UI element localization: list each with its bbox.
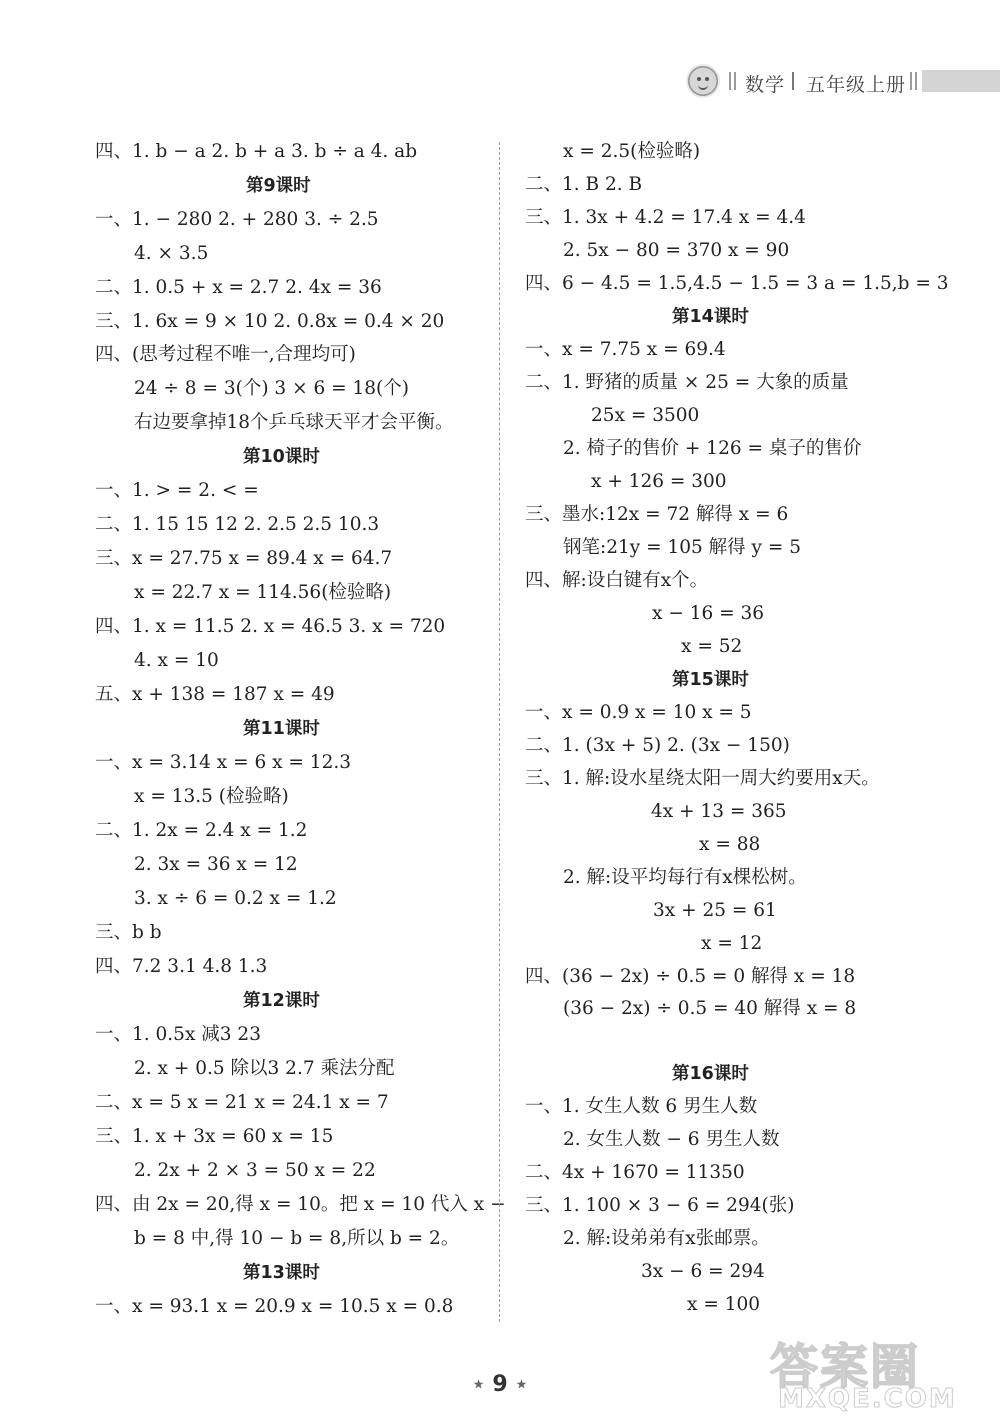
lesson-heading: 第9课时	[246, 176, 311, 196]
lesson-heading: 第10课时	[243, 447, 320, 467]
star-icon: ★	[515, 1377, 528, 1393]
answer-line: 一、x = 93.1 x = 20.9 x = 10.5 x = 0.8	[95, 1296, 454, 1317]
answer-line: x − 16 = 36	[652, 603, 765, 624]
answer-line: 四、7.2 3.1 4.8 1.3	[95, 956, 268, 977]
answer-line: 四、1. b − a 2. b + a 3. b ÷ a 4. ab	[95, 141, 418, 162]
answer-line: 三、1. x + 3x = 60 x = 15	[95, 1126, 334, 1147]
lesson-heading: 第15课时	[672, 670, 749, 690]
answer-line: 三、1. 6x = 9 × 10 2. 0.8x = 0.4 × 20	[95, 311, 445, 332]
answer-line: 一、1. 0.5x 减3 23	[95, 1024, 261, 1045]
answer-line: 二、1. 15 15 12 2. 2.5 2.5 10.3	[95, 514, 380, 535]
answer-line: x = 52	[681, 636, 743, 657]
answer-line: 一、1. − 280 2. + 280 3. ÷ 2.5	[95, 209, 379, 230]
answer-line: 4. × 3.5	[134, 243, 209, 264]
answer-line: b = 8 中,得 10 − b = 8,所以 b = 2。	[134, 1228, 460, 1249]
answer-line: 2. 椅子的售价 + 126 = 桌子的售价	[563, 438, 862, 459]
answer-line: 2. 解:设弟弟有x张邮票。	[563, 1228, 770, 1249]
answer-line: 一、1. > = 2. < =	[95, 480, 259, 501]
answer-line: 一、1. 女生人数 6 男生人数	[525, 1096, 758, 1117]
lesson-heading: 第12课时	[243, 991, 320, 1011]
answer-line: 二、1. 野猪的质量 × 25 = 大象的质量	[525, 372, 849, 393]
answer-line: 钢笔:21y = 105 解得 y = 5	[563, 537, 802, 558]
answer-line: 二、4x + 1670 = 11350	[525, 1162, 745, 1183]
answer-line: x = 22.7 x = 114.56(检验略)	[134, 582, 392, 603]
answer-line: x + 126 = 300	[591, 471, 727, 492]
answer-line: 2. 女生人数 − 6 男生人数	[563, 1129, 780, 1150]
answer-line: 右边要拿掉18个乒乓球天平才会平衡。	[134, 412, 454, 433]
answer-line: 3x + 25 = 61	[653, 900, 777, 921]
answer-line: x = 2.5(检验略)	[563, 141, 701, 162]
answer-line: 2. x + 0.5 除以3 2.7 乘法分配	[134, 1058, 395, 1079]
answer-line: 24 ÷ 8 = 3(个) 3 × 6 = 18(个)	[134, 378, 409, 399]
answer-line: 2. 3x = 36 x = 12	[134, 854, 298, 875]
header-bars-icon	[910, 72, 918, 90]
watermark-url: MXQE.COM	[778, 1384, 957, 1414]
lesson-heading: 第13课时	[243, 1263, 320, 1283]
star-icon: ★	[472, 1377, 485, 1393]
sun-logo-icon	[686, 64, 720, 98]
answer-line: 三、x = 27.75 x = 89.4 x = 64.7	[95, 548, 393, 569]
answer-line: 2. 5x − 80 = 370 x = 90	[563, 240, 790, 261]
answer-line: x = 100	[687, 1294, 761, 1315]
lesson-heading: 第14课时	[672, 307, 749, 327]
answer-line: (36 − 2x) ÷ 0.5 = 40 解得 x = 8	[563, 998, 857, 1019]
lesson-heading: 第16课时	[672, 1064, 749, 1084]
answer-line: 三、1. 解:设水星绕太阳一周大约要用x天。	[525, 768, 880, 789]
answer-line: 三、1. 100 × 3 − 6 = 294(张)	[525, 1195, 795, 1216]
answer-line: 3. x ÷ 6 = 0.2 x = 1.2	[134, 888, 337, 909]
answer-line: 四、解:设白键有x个。	[525, 570, 709, 591]
watermark-text: 答案圈	[770, 1339, 921, 1395]
header-bars-icon	[729, 72, 737, 90]
answer-line: 三、1. 3x + 4.2 = 17.4 x = 4.4	[525, 207, 806, 228]
header-grade: 五年级上册	[806, 74, 907, 96]
answer-line: 二、1. (3x + 5) 2. (3x − 150)	[525, 735, 790, 756]
answer-line: 四、6 − 4.5 = 1.5,4.5 − 1.5 = 3 a = 1.5,b = 3	[525, 273, 949, 294]
answer-line: x = 88	[699, 834, 761, 855]
lesson-heading: 第11课时	[243, 719, 320, 739]
answer-line: 四、由 2x = 20,得 x = 10。把 x = 10 代入 x −	[95, 1194, 506, 1215]
answer-line: 3x − 6 = 294	[641, 1261, 765, 1282]
answer-line: 二、1. B 2. B	[525, 174, 643, 195]
answer-line: 二、1. 0.5 + x = 2.7 2. 4x = 36	[95, 277, 382, 298]
answer-line: 五、x + 138 = 187 x = 49	[95, 684, 335, 705]
page-header	[0, 58, 1000, 108]
header-subject: 数学	[745, 74, 786, 96]
answer-line: x = 13.5 (检验略)	[134, 786, 289, 807]
watermark-logo	[770, 1328, 995, 1418]
answer-line: 2. 解:设平均每行有x棵松树。	[563, 867, 807, 888]
answer-line: 25x = 3500	[591, 405, 700, 426]
answer-line: 二、x = 5 x = 21 x = 24.1 x = 7	[95, 1092, 389, 1113]
answer-line: 4. x = 10	[134, 650, 219, 671]
column-divider	[499, 142, 500, 1322]
answer-line: 2. 2x + 2 × 3 = 50 x = 22	[134, 1160, 376, 1181]
answer-line: x = 12	[701, 933, 763, 954]
answer-line: 一、x = 0.9 x = 10 x = 5	[525, 702, 752, 723]
answer-line: 4x + 13 = 365	[651, 801, 787, 822]
answer-line: 四、(思考过程不唯一,合理均可)	[95, 344, 356, 365]
answer-line: 二、1. 2x = 2.4 x = 1.2	[95, 820, 308, 841]
answer-line: 四、1. x = 11.5 2. x = 46.5 3. x = 720	[95, 616, 446, 637]
page-number: 9	[492, 1372, 508, 1397]
answer-line: 一、x = 3.14 x = 6 x = 12.3	[95, 752, 352, 773]
answer-line: 三、墨水:12x = 72 解得 x = 6	[525, 504, 789, 525]
answer-line: 三、b b	[95, 922, 162, 943]
answer-line: 四、(36 − 2x) ÷ 0.5 = 0 解得 x = 18	[525, 966, 856, 987]
answer-line: 一、x = 7.75 x = 69.4	[525, 339, 726, 360]
header-band	[922, 70, 1000, 92]
header-separator	[792, 72, 794, 90]
